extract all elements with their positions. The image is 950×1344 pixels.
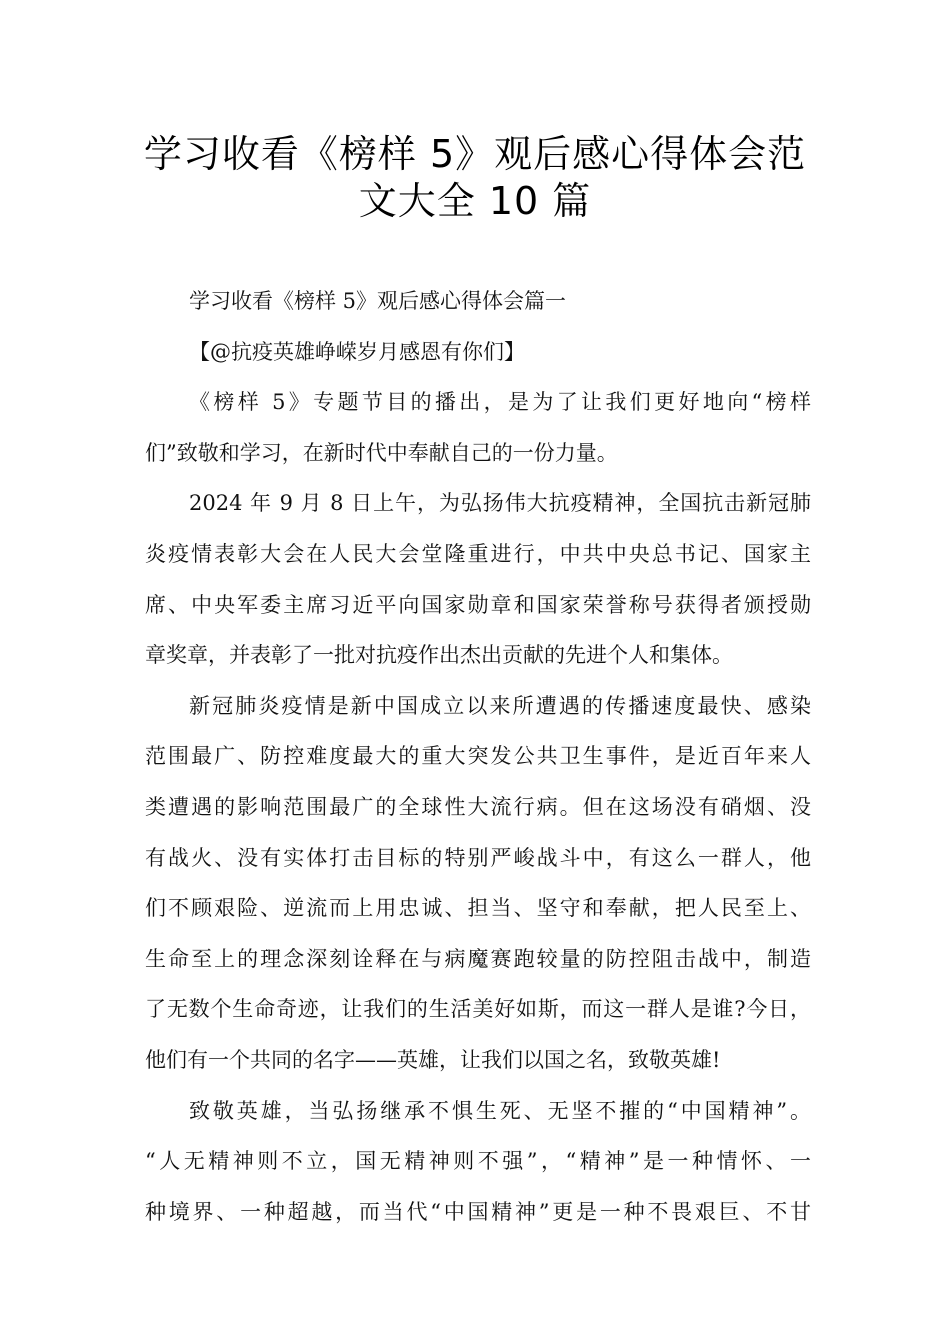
document-title-line-1: 学习收看《榜样 5》观后感心得体会范	[143, 132, 807, 176]
body-line: 们”致敬和学习，在新时代中奉献自己的一份力量。	[145, 440, 618, 465]
body-line: 炎疫情表彰大会在人民大会堂隆重进行，中共中央总书记、国家主	[145, 542, 811, 566]
document-title-line-2: 文大全 10 篇	[358, 179, 592, 223]
body-line: 生命至上的理念深刻诠释在与病魔赛跑较量的防控阻击战中，制造	[145, 946, 811, 971]
body-line: 范围最广、防控难度最大的重大突发公共卫生事件，是近百年来人	[145, 744, 811, 769]
body-line: 学习收看《榜样 5》观后感心得体会篇一	[189, 289, 567, 313]
body-line: 了无数个生命奇迹，让我们的生活美好如斯，而这一群人是谁?今日，	[145, 997, 811, 1022]
document-body	[145, 276, 811, 1276]
body-line: 席、中央军委主席习近平向国家勋章和国家荣誉称号获得者颁授勋	[145, 592, 811, 617]
body-line: 【@抗疫英雄峥嵘岁月感恩有你们】	[189, 339, 525, 364]
body-line: 类遭遇的影响范围最广的全球性大流行病。但在这场没有硝烟、没	[145, 795, 811, 819]
body-line: 章奖章，并表彰了一批对抗疫作出杰出贡献的先进个人和集体。	[145, 643, 733, 668]
body-line: 《榜样 5》专题节目的播出，是为了让我们更好地向“榜样	[189, 390, 811, 415]
body-line: 他们有一个共同的名字——英雄，让我们以国之名，致敬英雄!	[145, 1048, 721, 1072]
body-line: 2024 年 9 月 8 日上午，为弘扬伟大抗疫精神，全国抗击新冠肺	[189, 491, 811, 516]
body-line: 致敬英雄，当弘扬继承不惧生死、无坚不摧的“中国精神”。	[189, 1098, 811, 1123]
body-line: 们不顾艰险、逆流而上用忠诚、担当、坚守和奉献，把人民至上、	[145, 896, 811, 921]
body-line: 种境界、一种超越，而当代“中国精神”更是一种不畏艰巨、不甘	[145, 1199, 811, 1224]
body-line: 有战火、没有实体打击目标的特别严峻战斗中，有这么一群人，他	[145, 845, 811, 870]
body-line: 新冠肺炎疫情是新中国成立以来所遭遇的传播速度最快、感染	[189, 693, 811, 718]
body-line: “人无精神则不立，国无精神则不强”，“精神”是一种情怀、一	[145, 1149, 811, 1174]
